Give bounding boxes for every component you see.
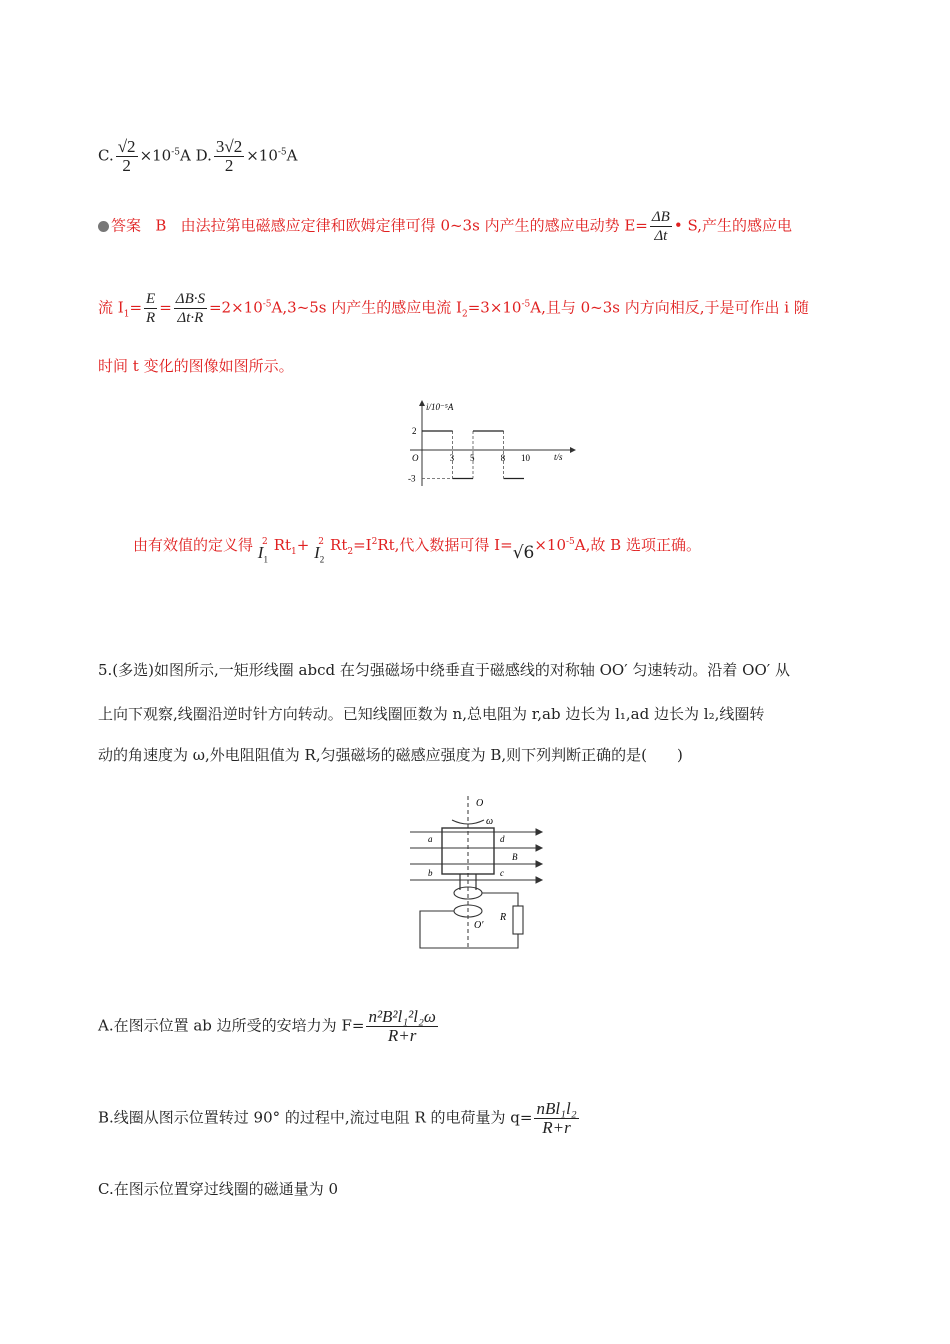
external-wire-right bbox=[482, 893, 518, 906]
equals-sign: = bbox=[129, 298, 143, 317]
option-d-fraction bbox=[214, 138, 244, 175]
emf-denominator: Δt bbox=[654, 228, 668, 244]
question5-line-3 bbox=[98, 745, 683, 765]
label-o-top: O bbox=[476, 798, 484, 809]
chart-layer bbox=[408, 400, 576, 486]
option-c-ampere: A bbox=[180, 146, 191, 165]
emf-numerator: ΔB bbox=[651, 209, 670, 225]
answer-text-2-mid2: A,3~5s 内产生的感应电流 I bbox=[271, 298, 462, 317]
answer-label: 答案 bbox=[111, 216, 142, 235]
option-5a-numerator: n²B²l₁²l₂ω bbox=[368, 1007, 436, 1026]
answer-text-1-tail: • S,产生的感应电 bbox=[673, 216, 792, 235]
option-d-ampere: A bbox=[286, 146, 298, 165]
x-tick-label: 5 bbox=[470, 453, 475, 463]
answer-text-4-mid2: =I bbox=[353, 536, 372, 554]
i1-fraction bbox=[144, 290, 157, 327]
option-d-denominator: 2 bbox=[224, 156, 234, 175]
x-tick-label: 3 bbox=[449, 453, 455, 463]
options-c-d bbox=[98, 138, 298, 174]
i2-squared: $I_2$ bbox=[314, 543, 325, 565]
answer-text-2-mid: =2×10 bbox=[208, 298, 263, 317]
question5-line-1: 5.(多选)如图所示,一矩形线圈 abcd 在匀强磁场中绕垂直于磁感线的对称轴 OO′ 匀速转动。沿着 OO′ 从 bbox=[98, 661, 790, 679]
option-5a-fraction bbox=[366, 1008, 437, 1045]
label-o-bottom: O′ bbox=[474, 920, 484, 931]
option-c-label: C. bbox=[98, 146, 114, 165]
x-tick-label: O bbox=[412, 453, 419, 463]
answer-text-4-tail: ×10 bbox=[534, 536, 566, 554]
option-d-label: D. bbox=[195, 146, 212, 165]
x-axis-arrow bbox=[570, 447, 576, 453]
i1b-fraction bbox=[174, 290, 207, 327]
i1-numerator: E bbox=[146, 291, 156, 307]
y-tick-label: -3 bbox=[408, 473, 416, 484]
option-c-fraction bbox=[116, 138, 138, 175]
answer-text-4-mid3: Rt,代入数据可得 I= bbox=[377, 536, 513, 554]
sqrt-6: √6 bbox=[512, 543, 535, 563]
equals-sign-2: = bbox=[159, 298, 172, 317]
option-c-exp: -5 bbox=[171, 147, 180, 158]
label-b: b bbox=[428, 868, 433, 878]
answer-text-4-end: A,故 B 选项正确。 bbox=[574, 536, 701, 554]
option-c-numerator: √2 bbox=[117, 137, 136, 156]
i1b-denominator: Δt·R bbox=[177, 310, 204, 326]
answer-text-4-pre: 由有效值的定义得 bbox=[133, 536, 254, 554]
x-tick-label: 10 bbox=[521, 453, 530, 463]
option-5a-denominator: R+r bbox=[387, 1026, 417, 1045]
option-5c: C.在图示位置穿过线圈的磁通量为 0 bbox=[98, 1180, 339, 1198]
option-5b-text: B.线圈从图示位置转过 90° 的过程中,流过电阻 R 的电荷量为 q= bbox=[98, 1108, 533, 1127]
answer-text-1: 由法拉第电磁感应定律和欧姆定律可得 0~3s 内产生的感应电动势 E= bbox=[180, 216, 648, 235]
rt1-text: Rt bbox=[273, 536, 292, 554]
option-c-unit: ×10 bbox=[139, 146, 172, 165]
option-5b-numerator: nBl₁l₂ bbox=[536, 1099, 577, 1118]
label-r: R bbox=[500, 912, 507, 923]
answer-text-2-pre: 流 I bbox=[98, 298, 124, 317]
option-5b bbox=[98, 1100, 581, 1146]
y-axis-arrow bbox=[419, 400, 425, 406]
x-tick-label: 8 bbox=[500, 453, 506, 463]
question5-bracket-end: ) bbox=[677, 746, 683, 764]
label-a: a bbox=[428, 834, 433, 844]
label-c: c bbox=[500, 868, 504, 878]
label-d: d bbox=[500, 834, 505, 844]
i1-squared: $I_1$ bbox=[257, 543, 268, 565]
option-d-exp: -5 bbox=[277, 147, 287, 158]
answer-line-1 bbox=[98, 208, 792, 245]
resistor bbox=[513, 906, 523, 934]
answer-choice: B bbox=[155, 216, 167, 235]
question5-line-3-text: 动的角速度为 ω,外电阻阻值为 R,匀强磁场的磁感应强度为 B,则下列判断正确的是( bbox=[98, 746, 648, 764]
plus-sign: + bbox=[296, 536, 310, 554]
option-5a-text: A.在图示位置 ab 边所受的安培力为 F= bbox=[98, 1016, 365, 1035]
answer-line-3: 时间 t 变化的图像如图所示。 bbox=[98, 357, 294, 375]
option-5a bbox=[98, 1008, 440, 1054]
answer-text-2-mid3: =3×10 bbox=[467, 298, 522, 317]
emf-fraction bbox=[650, 208, 672, 245]
y-tick-label: 2 bbox=[412, 426, 417, 436]
option-5b-denominator: R+r bbox=[542, 1118, 571, 1137]
i1b-numerator: ΔB·S bbox=[175, 291, 205, 307]
x-axis-label: t/s bbox=[554, 452, 563, 462]
coil-figure bbox=[400, 794, 550, 954]
option-d-numerator: 3√2 bbox=[215, 137, 243, 156]
answer-text-2-tail: A,且与 0~3s 内方向相反,于是可作出 i 随 bbox=[530, 298, 809, 317]
option-5b-fraction bbox=[534, 1100, 578, 1137]
answer-bullet-icon bbox=[98, 221, 109, 232]
answer-line-2: 流 $I_1=$ $\frac{E}{R}$ = $\frac{\Delta B\cdot S}{\Delta t\cdot R}$ $=2\times 10^{-5}A,3\sim 5s$ 内产生的感应电流 $I_2=3\times 10^{-5}A$,且与 0~3s 内方向相反,于是可作出 i 随 bbox=[98, 291, 809, 326]
option-d-unit: ×10 bbox=[246, 146, 278, 165]
i1-denominator: R bbox=[146, 310, 156, 326]
label-omega: ω bbox=[486, 816, 494, 827]
answer-line-4: 由有效值的定义得 $I_1^2$ $Rt_1+ I_2^2$ $Rt_2=I^2Rt$,代入数据可得 $I=√6\times 10^{-5}A$,故 B 选项正确。 bbox=[133, 536, 701, 565]
question5-line-2: 上向下观察,线圈沿逆时针方向转动。已知线圈匝数为 n,总电阻为 r,ab 边长为 l₁,ad 边长为 l₂,线圈转 bbox=[98, 705, 765, 723]
option-c-denominator: 2 bbox=[122, 156, 131, 175]
current-time-chart bbox=[400, 398, 580, 490]
y-axis-label: i/10⁻⁵A bbox=[426, 402, 454, 412]
label-b-field: B bbox=[512, 852, 518, 862]
rt2-text: Rt bbox=[330, 536, 348, 554]
